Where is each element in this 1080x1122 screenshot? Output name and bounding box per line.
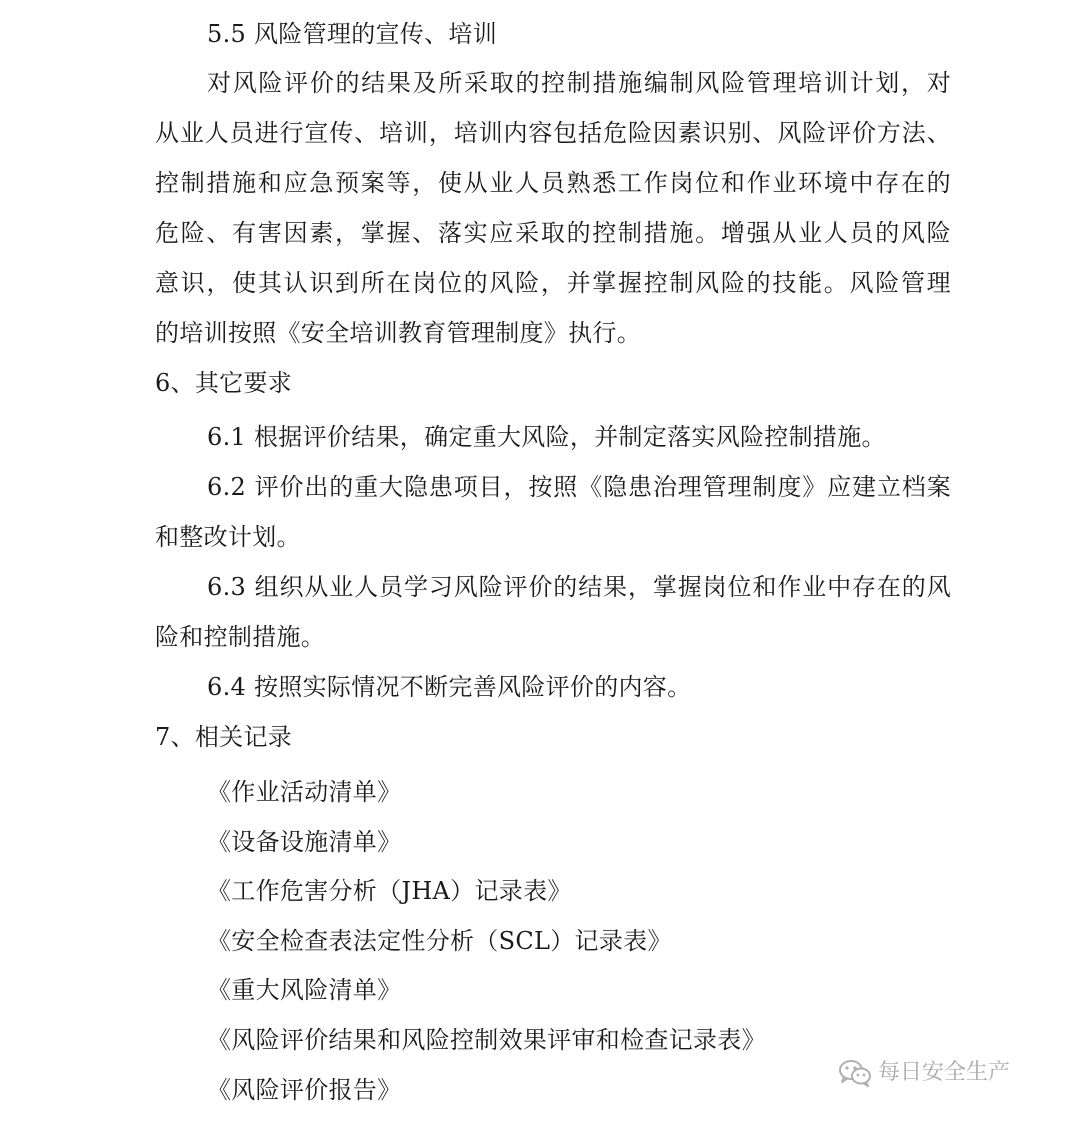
record-item: 《重大风险清单》: [207, 976, 402, 1004]
record-item: 《风险评价报告》: [207, 1076, 402, 1104]
item-6-3-line: 险和控制措施。: [155, 623, 326, 651]
section-6-heading: 6、其它要求: [155, 369, 293, 397]
section-5-5-paragraph-line: 对风险评价的结果及所采取的控制措施编制风险管理培训计划，对: [207, 69, 951, 97]
record-item: 《作业活动清单》: [207, 778, 402, 806]
wechat-icon: [838, 1059, 872, 1087]
section-5-5-paragraph-line: 危险、有害因素，掌握、落实应采取的控制措施。增强从业人员的风险: [155, 219, 951, 247]
item-6-2-line: 和整改计划。: [155, 523, 301, 551]
record-item: 《设备设施清单》: [207, 828, 402, 856]
item-6-2-line: 6.2 评价出的重大隐患项目，按照《隐患治理管理制度》应建立档案: [207, 473, 951, 501]
record-item: 《工作危害分析（JHA）记录表》: [207, 877, 572, 905]
watermark: [838, 1058, 1010, 1088]
item-6-1: 6.1 根据评价结果，确定重大风险，并制定落实风险控制措施。: [207, 423, 886, 451]
watermark-text: 每日安全生产: [878, 1060, 1011, 1085]
section-5-5-heading: 5.5 风险管理的宣传、培训: [207, 20, 497, 48]
record-item: 《风险评价结果和风险控制效果评审和检查记录表》: [207, 1026, 766, 1054]
record-item: 《安全检查表法定性分析（SCL）记录表》: [207, 927, 672, 955]
section-5-5-paragraph-line: 的培训按照《安全培训教育管理制度》执行。: [155, 319, 641, 347]
section-5-5-paragraph-line: 意识，使其认识到所在岗位的风险，并掌握控制风险的技能。风险管理: [155, 269, 951, 297]
section-7-heading: 7、相关记录: [155, 723, 293, 751]
item-6-3-line: 6.3 组织从业人员学习风险评价的结果，掌握岗位和作业中存在的风: [207, 573, 951, 601]
section-5-5-paragraph-line: 控制措施和应急预案等，使从业人员熟悉工作岗位和作业环境中存在的: [155, 169, 951, 197]
item-6-4: 6.4 按照实际情况不断完善风险评价的内容。: [207, 673, 692, 701]
section-5-5-paragraph-line: 从业人员进行宣传、培训，培训内容包括危险因素识别、风险评价方法、: [155, 119, 951, 147]
